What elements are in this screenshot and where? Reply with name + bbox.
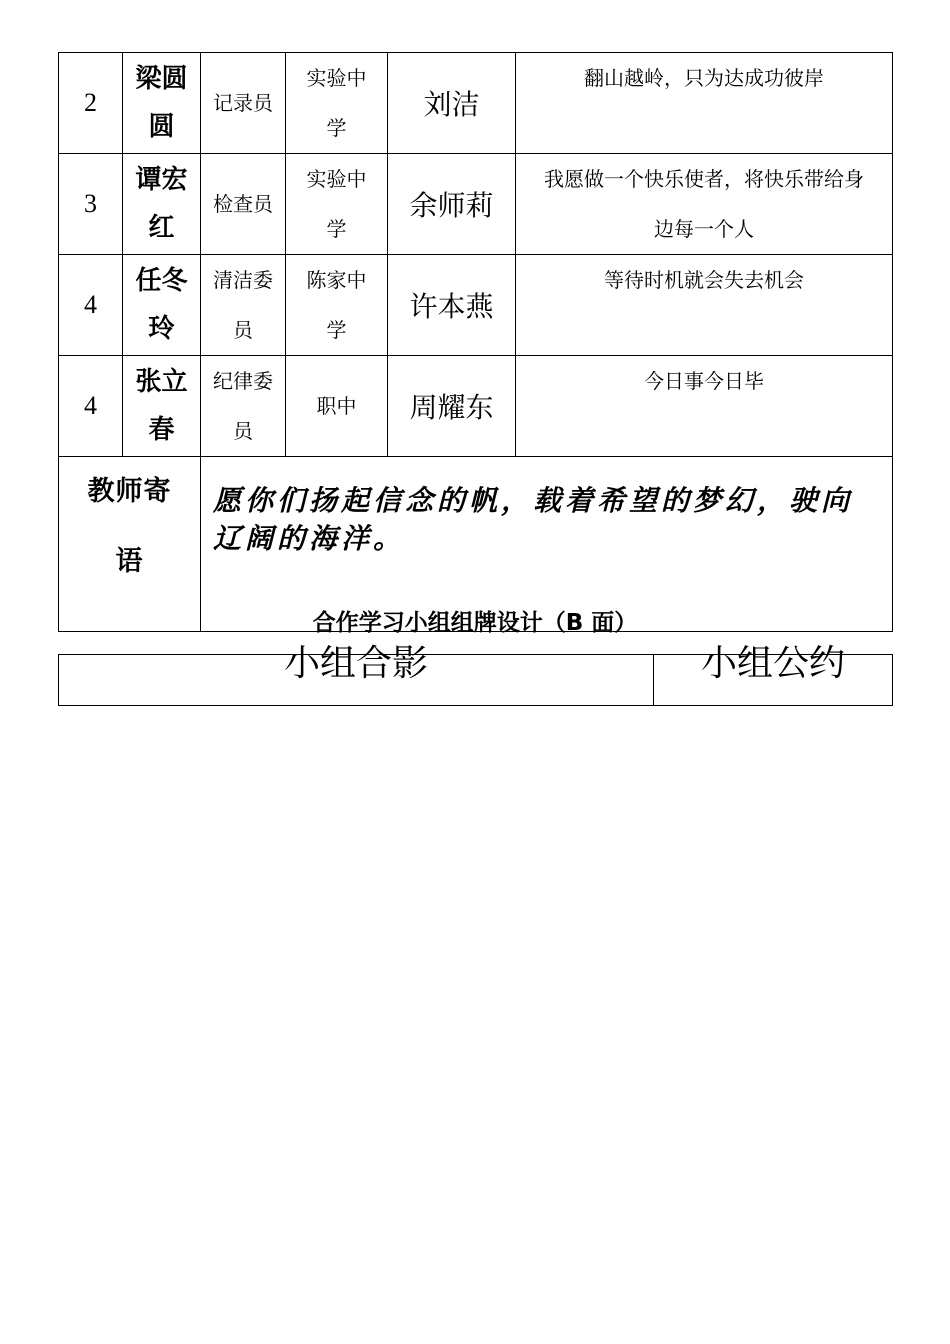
member-role: 记录员 — [201, 53, 286, 154]
member-teacher: 余师莉 — [388, 154, 516, 255]
member-school: 实验中 学 — [286, 154, 388, 255]
group-rules-label: 小组公约 — [700, 643, 845, 684]
b-side-table — [58, 643, 893, 706]
member-name: 任冬 玲 — [123, 255, 201, 356]
member-table — [58, 52, 893, 632]
member-teacher: 周耀东 — [388, 356, 516, 457]
member-school: 陈家中 学 — [286, 255, 388, 356]
member-role: 清洁委 员 — [201, 255, 286, 356]
member-name: 梁圆 圆 — [123, 53, 201, 154]
member-name: 谭宏 红 — [123, 154, 201, 255]
group-photo-cell — [59, 643, 654, 706]
table-row — [59, 53, 893, 154]
member-number: 2 — [59, 53, 123, 154]
table-row — [59, 655, 893, 706]
member-teacher: 刘洁 — [388, 53, 516, 154]
teacher-note-label: 教师寄 语 — [59, 457, 201, 632]
table-row — [59, 255, 893, 356]
member-number: 4 — [59, 356, 123, 457]
member-teacher: 许本燕 — [388, 255, 516, 356]
table-row — [59, 154, 893, 255]
teacher-note-text: 愿你们扬起信念的帆，载着希望的梦幻，驶向辽阔的海洋。 — [201, 457, 893, 632]
member-motto: 翻山越岭，只为达成功彼岸 — [516, 53, 893, 154]
member-school: 实验中 学 — [286, 53, 388, 154]
member-motto: 等待时机就会失去机会 — [516, 255, 893, 356]
member-school: 职中 — [286, 356, 388, 457]
table-row — [59, 356, 893, 457]
member-role: 检查员 — [201, 154, 286, 255]
member-motto: 我愿做一个快乐使者，将快乐带给身 边每一个人 — [516, 154, 893, 255]
member-number: 3 — [59, 154, 123, 255]
group-photo-label: 小组合影 — [283, 643, 428, 684]
b-side-title: 合作学习小组组牌设计（B 面） — [312, 610, 638, 636]
member-motto: 今日事今日毕 — [516, 356, 893, 457]
member-name: 张立 春 — [123, 356, 201, 457]
member-number: 4 — [59, 255, 123, 356]
member-role: 纪律委 员 — [201, 356, 286, 457]
group-rules-cell — [654, 643, 893, 706]
